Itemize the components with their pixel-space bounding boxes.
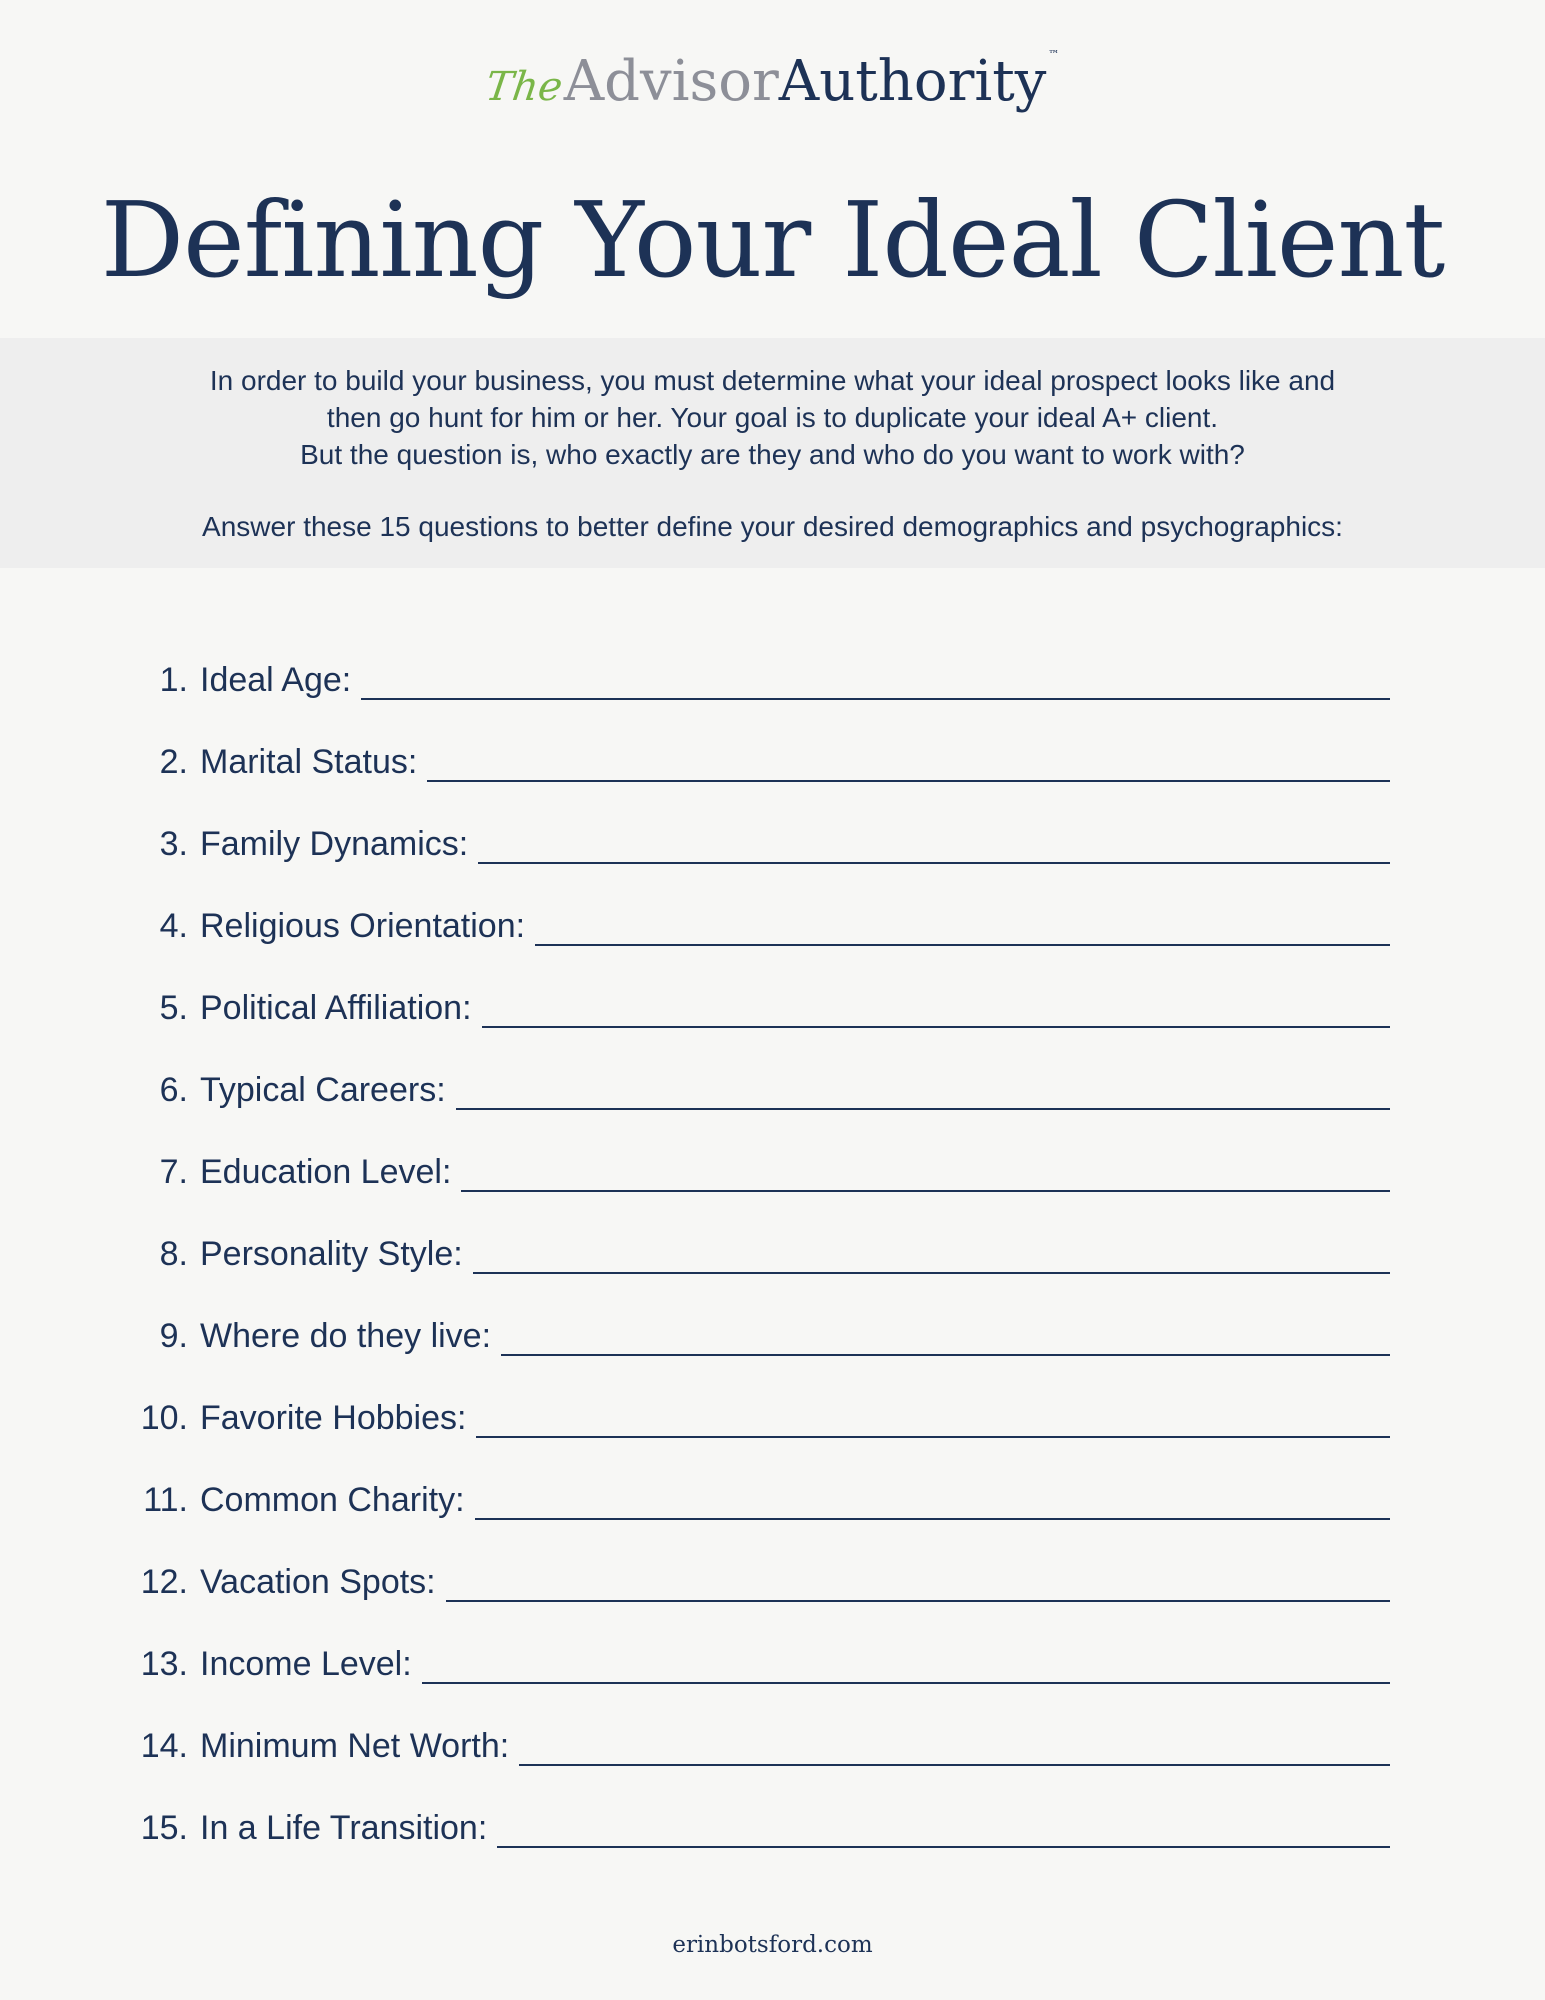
question-label: Family Dynamics: (200, 825, 469, 863)
page-title: Defining Your Ideal Client (100, 179, 1445, 301)
question-item (0, 734, 1545, 816)
question-number: 12. (140, 1563, 188, 1601)
question-label: Personality Style: (200, 1235, 463, 1273)
intro-line-3: But the question is, who exactly are they and who do you want to work with? (300, 439, 1245, 470)
answer-line[interactable] (456, 1062, 1390, 1110)
answer-line[interactable] (519, 1718, 1390, 1766)
question-item (0, 1390, 1545, 1472)
answer-line[interactable] (475, 1472, 1390, 1520)
question-label: Vacation Spots: (200, 1563, 436, 1601)
intro-line-2: then go hunt for him or her. Your goal is to duplicate your ideal A+ client. (326, 402, 1219, 433)
question-item (0, 1554, 1545, 1636)
answer-line[interactable] (427, 734, 1390, 782)
question-number: 8. (159, 1235, 188, 1273)
question-item (0, 816, 1545, 898)
question-item (0, 1144, 1545, 1226)
logo-the: The (482, 64, 565, 110)
question-item (0, 1062, 1545, 1144)
question-item (0, 898, 1545, 980)
question-number: 13. (140, 1645, 188, 1683)
question-item (0, 1472, 1545, 1554)
question-number: 1. (159, 661, 188, 699)
question-number: 3. (159, 825, 188, 863)
question-label: Income Level: (200, 1645, 412, 1683)
question-item (0, 652, 1545, 734)
question-number: 4. (159, 907, 188, 945)
question-number: 5. (159, 989, 188, 1027)
question-item (0, 1308, 1545, 1390)
question-label: Common Charity: (200, 1481, 465, 1519)
answer-line[interactable] (361, 652, 1390, 700)
question-number: 9. (159, 1317, 188, 1355)
answer-line[interactable] (497, 1800, 1390, 1848)
intro-band (0, 338, 1545, 568)
question-item (0, 1636, 1545, 1718)
question-item (0, 1800, 1545, 1882)
question-number: 6. (159, 1071, 188, 1109)
question-label: In a Life Transition: (200, 1809, 488, 1847)
question-label: Religious Orientation: (200, 907, 526, 945)
answer-line[interactable] (478, 816, 1390, 864)
question-label: Where do they live: (200, 1317, 492, 1355)
question-label: Typical Careers: (200, 1071, 446, 1109)
question-number: 11. (143, 1481, 188, 1519)
footer-website: erinbotsford.com (672, 1932, 873, 1958)
answer-line[interactable] (461, 1144, 1390, 1192)
logo-authority: Authority (778, 49, 1047, 114)
answer-line[interactable] (422, 1636, 1390, 1684)
answer-line[interactable] (482, 980, 1390, 1028)
answer-line[interactable] (476, 1390, 1390, 1438)
question-label: Minimum Net Worth: (200, 1727, 510, 1765)
question-list (0, 652, 1545, 1882)
intro-prompt: Answer these 15 questions to better define your desired demographics and psychographics: (202, 511, 1343, 542)
question-item (0, 1718, 1545, 1800)
question-number: 7. (159, 1153, 188, 1191)
question-item (0, 980, 1545, 1062)
question-label: Political Affiliation: (200, 989, 472, 1027)
question-number: 10. (140, 1399, 188, 1437)
question-number: 15. (140, 1809, 188, 1847)
logo-advisor: Advisor (563, 49, 779, 114)
question-label: Education Level: (200, 1153, 452, 1191)
answer-line[interactable] (473, 1226, 1390, 1274)
question-number: 2. (159, 743, 188, 781)
question-label: Ideal Age: (200, 661, 352, 699)
answer-line[interactable] (501, 1308, 1390, 1356)
logo-trademark: ™ (1048, 48, 1060, 61)
question-label: Favorite Hobbies: (200, 1399, 467, 1437)
answer-line[interactable] (446, 1554, 1390, 1602)
answer-line[interactable] (535, 898, 1390, 946)
question-number: 14. (140, 1727, 188, 1765)
question-label: Marital Status: (200, 743, 418, 781)
intro-line-1: In order to build your business, you must determine what your ideal prospect looks like and (209, 365, 1336, 396)
brand-logo (0, 48, 1545, 114)
question-item (0, 1226, 1545, 1308)
